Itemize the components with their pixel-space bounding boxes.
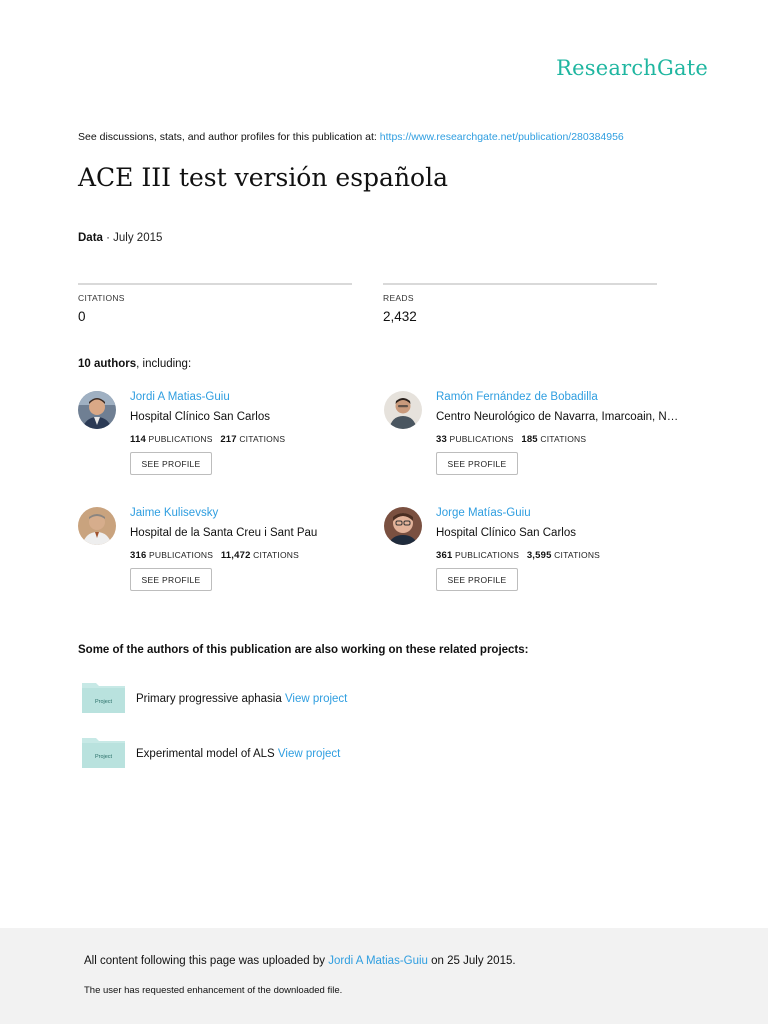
publication-meta [78,232,162,244]
upload-suffix: on 25 July 2015. [431,955,516,967]
citations-count: 217 [220,434,237,445]
publications-count: 33 [436,434,447,445]
citations-value: 0 [78,309,86,324]
author-institution: Hospital de la Santa Creu i Sant Pau [130,527,318,539]
enhancement-notice: The user has requested enhancement of the downloaded file. [84,985,343,996]
researchgate-logo[interactable]: ResearchGate [556,56,708,80]
see-profile-button[interactable]: SEE PROFILE [130,452,212,475]
uploader-link[interactable]: Jordi A Matias-Guiu [328,955,428,967]
citations-count: 11,472 [220,550,251,561]
avatar[interactable] [384,507,422,545]
project-item [82,681,482,715]
citations-count: 3,595 [526,550,552,561]
upload-notice [84,955,516,967]
publication-url-link[interactable]: https://www.researchgate.net/publication/280384956 [379,131,624,143]
publication-type: Data [78,232,103,244]
upload-prefix: All content following this page was uploaded by [84,955,326,967]
author-institution: Centro Neurológico de Navarra, Imarcoain, N… [436,411,679,423]
see-profile-button[interactable]: SEE PROFILE [130,568,212,591]
reads-value: 2,432 [383,309,417,324]
author-name-link[interactable]: Jordi A Matias-Guiu [130,391,230,403]
project-name: Experimental model of ALS [136,748,275,760]
discussion-line [78,131,624,143]
author-stats [436,434,586,445]
publication-date: · July 2015 [106,232,163,244]
author-institution: Hospital Clínico San Carlos [436,527,576,539]
publication-title: ACE III test versión española [78,163,448,192]
citations-divider [78,283,352,285]
avatar[interactable] [384,391,422,429]
footer [0,928,768,1024]
project-name: Primary progressive aphasia [136,693,282,705]
publications-label: PUBLICATIONS [148,434,213,444]
author-name-link[interactable]: Jorge Matías-Guiu [436,507,531,519]
author-name-link[interactable]: Ramón Fernández de Bobadilla [436,391,598,403]
author-stats [130,434,285,445]
view-project-link[interactable]: View project [284,693,348,705]
author-name-link[interactable]: Jaime Kulisevsky [130,507,219,519]
svg-text:Project: Project [94,754,113,760]
authors-heading-suffix: , including: [136,358,192,370]
publications-label: PUBLICATIONS [449,434,514,444]
author-stats [130,550,299,561]
project-text [136,748,340,760]
citations-label: CITATIONS [540,434,587,444]
citations-label: CITATIONS [253,550,299,560]
publications-count: 361 [436,550,453,561]
avatar[interactable] [78,391,116,429]
see-profile-button[interactable]: SEE PROFILE [436,568,518,591]
citations-label: CITATIONS [239,434,286,444]
publications-count: 114 [130,434,146,445]
author-stats [436,550,600,561]
publications-label: PUBLICATIONS [149,550,214,560]
avatar[interactable] [78,507,116,545]
related-projects-heading: Some of the authors of this publication are also working on these related projects: [78,644,529,656]
project-folder-icon [82,681,125,713]
citations-label: CITATIONS [554,550,601,560]
discussion-text: See discussions, stats, and author profiles for this publication at: [78,131,377,143]
citations-label: CITATIONS [78,293,125,303]
publications-label: PUBLICATIONS [455,550,520,560]
reads-divider [383,283,657,285]
citations-count: 185 [521,434,538,445]
see-profile-button[interactable]: SEE PROFILE [436,452,518,475]
authors-heading [78,358,191,370]
view-project-link[interactable]: View project [277,748,341,760]
project-folder-icon [82,736,125,768]
project-text [136,693,347,705]
reads-label: READS [383,293,414,303]
author-institution: Hospital Clínico San Carlos [130,411,270,423]
svg-text:Project: Project [94,699,113,705]
publications-count: 316 [130,550,147,561]
project-item [82,736,482,770]
authors-count: 10 authors [78,358,137,370]
